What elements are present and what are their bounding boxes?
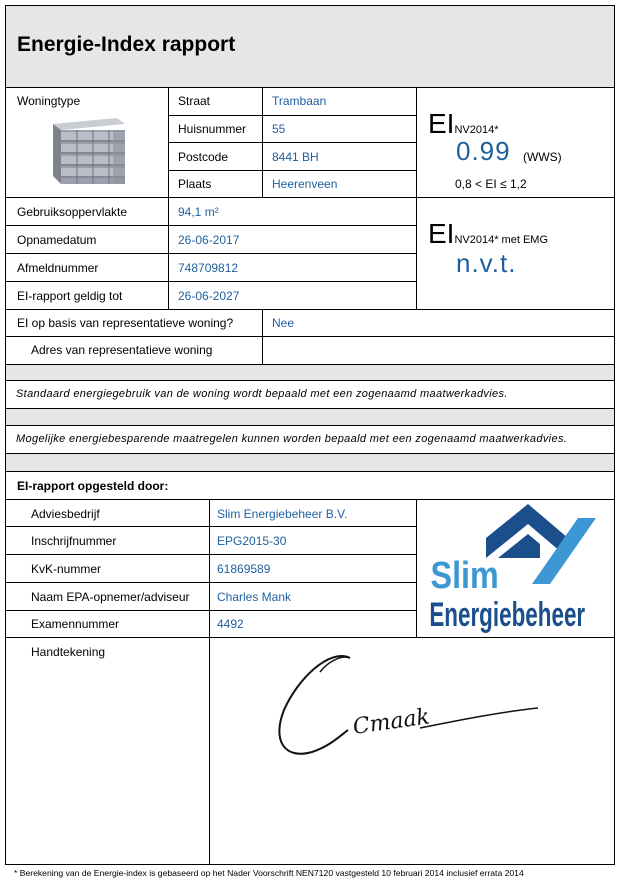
examennummer-value: 4492: [217, 617, 244, 631]
huisnummer-label: Huisnummer: [178, 122, 247, 136]
adviseur-value: Charles Mank: [217, 590, 292, 604]
opgesteld-heading: EI-rapport opgesteld door:: [17, 479, 169, 493]
adviesbedrijf-value: Slim Energiebeheer B.V.: [217, 507, 348, 521]
adviseur-label: Naam EPA-opnemer/adviseur: [31, 590, 190, 604]
straat-value: Trambaan: [272, 94, 327, 108]
inschrijfnummer-label: Inschrijfnummer: [31, 534, 117, 548]
ei-unit: (WWS): [523, 150, 562, 164]
signature-text: Cmaak: [351, 704, 432, 740]
handtekening-label: Handtekening: [31, 645, 106, 659]
straat-label: Straat: [178, 94, 211, 108]
geldig-tot-value: 26-06-2027: [178, 289, 240, 303]
representatief-question: EI op basis van representatieve woning?: [17, 316, 234, 330]
note-maatregelen: Mogelijke energiebesparende maatregelen kunnen worden bepaald met een zogenaamd maatwerkadvies.: [16, 433, 568, 445]
kvk-value: 61869589: [217, 562, 271, 576]
ei-emg-symbol: EI: [428, 218, 455, 249]
ei-symbol: EI: [428, 108, 455, 139]
slim-energiebeheer-logo: [428, 500, 608, 635]
building-icon: [47, 114, 129, 186]
ei-subscript: NV2014*: [454, 124, 499, 136]
huisnummer-value: 55: [272, 122, 286, 136]
signature-image: [270, 648, 550, 768]
ei-emg-value: n.v.t.: [456, 248, 517, 278]
gebruiksoppervlakte-value: 94,1 m²: [178, 205, 219, 219]
postcode-label: Postcode: [178, 150, 229, 164]
ei-range: 0,8 < EI ≤ 1,2: [455, 177, 527, 191]
kvk-label: KvK-nummer: [31, 562, 102, 576]
geldig-tot-label: EI-rapport geldig tot: [17, 289, 123, 303]
plaats-label: Plaats: [178, 177, 212, 191]
examennummer-label: Examennummer: [31, 617, 120, 631]
ei-heading: [428, 110, 499, 138]
gebruiksoppervlakte-label: Gebruiksoppervlakte: [17, 205, 128, 219]
opnamedatum-value: 26-06-2017: [178, 233, 240, 247]
representatief-address-label: Adres van representatieve woning: [31, 343, 213, 357]
postcode-value: 8441 BH: [272, 150, 319, 164]
logo-line2: Energiebeheer: [429, 596, 586, 635]
note-standaard: Standaard energiegebruik van de woning wordt bepaald met een zogenaamd maatwerkadvies.: [16, 388, 508, 400]
afmeldnummer-label: Afmeldnummer: [17, 261, 99, 275]
representatief-answer: Nee: [272, 316, 295, 330]
plaats-value: Heerenveen: [272, 177, 338, 191]
inschrijfnummer-value: EPG2015-30: [217, 534, 287, 548]
page-title: Energie-Index rapport: [17, 33, 236, 56]
ei-emg-heading: [428, 220, 548, 248]
adviesbedrijf-label: Adviesbedrijf: [31, 507, 100, 521]
footer-note: * Berekening van de Energie-index is gebaseerd op het Nader Voorschrift NEN7120 vastgesteld 10 februari 2014 inclusief errata 2014: [14, 868, 524, 878]
logo-line1: Slim: [430, 554, 499, 597]
opnamedatum-label: Opnamedatum: [17, 233, 97, 247]
afmeldnummer-value: 748709812: [178, 261, 239, 275]
woningtype-label: Woningtype: [17, 94, 81, 108]
ei-value: 0.99: [456, 136, 511, 166]
ei-emg-subscript: NV2014* met EMG: [454, 234, 549, 246]
